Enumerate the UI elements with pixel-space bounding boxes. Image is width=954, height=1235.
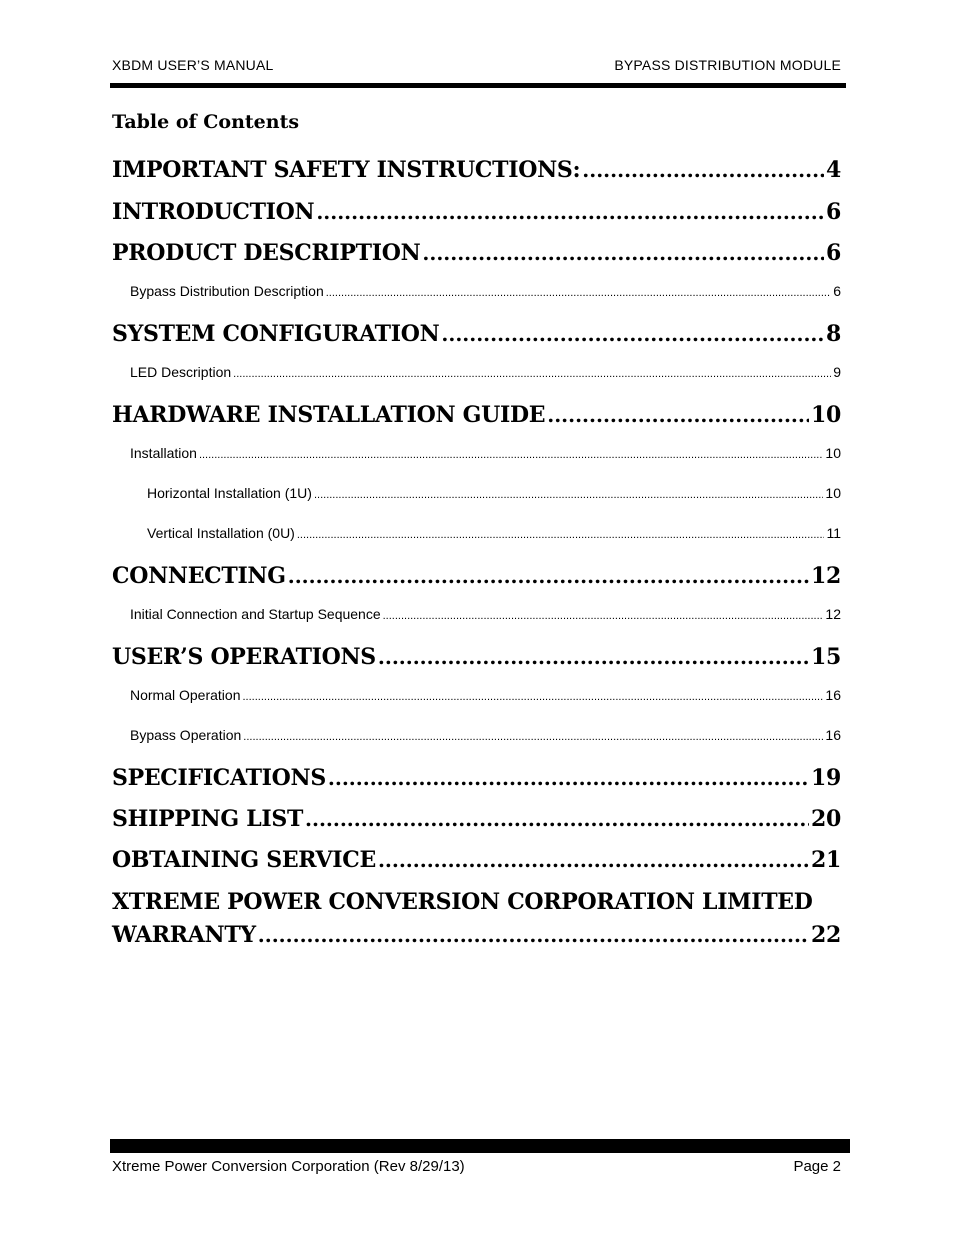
- dot-leader: [297, 529, 825, 541]
- toc-entry-page: 19: [810, 765, 841, 791]
- toc-entry-connecting[interactable]: [112, 563, 841, 589]
- footer-company: Xtreme Power Conversion Corporation (Rev 8/29/13): [112, 1158, 465, 1175]
- toc-entry-page: 12: [810, 563, 841, 589]
- toc-entry-title: SPECIFICATIONS: [112, 765, 326, 791]
- header-rule: [110, 83, 846, 88]
- header-section: BYPASS DISTRIBUTION MODULE: [614, 57, 841, 73]
- toc-entry-title: OBTAINING SERVICE: [112, 847, 376, 873]
- dot-leader: [378, 645, 809, 669]
- toc-entry-introduction[interactable]: [112, 199, 841, 225]
- toc-entry-safety-instructions[interactable]: [112, 157, 841, 183]
- toc-entry-page: 10: [810, 402, 841, 428]
- toc-entry-obtaining-service[interactable]: [112, 847, 841, 873]
- toc-entry-page: 10: [825, 485, 841, 501]
- toc-entry-product-description[interactable]: [112, 240, 841, 266]
- toc-entry-limited-warranty[interactable]: [112, 922, 841, 948]
- dot-leader: [378, 848, 809, 872]
- toc-entry-normal-operation[interactable]: [130, 687, 841, 703]
- toc-entry-page: 11: [826, 525, 841, 541]
- toc-entry-title: LED Description: [130, 364, 232, 380]
- toc-entry-title: Vertical Installation (0U): [147, 525, 295, 541]
- toc-entry-limited-warranty-line1[interactable]: XTREME POWER CONVERSION CORPORATION LIMITED: [112, 889, 813, 915]
- dot-leader: [199, 449, 823, 461]
- toc-entry-title: PRODUCT DESCRIPTION: [112, 240, 421, 266]
- toc-entry-page: 16: [825, 727, 841, 743]
- toc-entry-page: 12: [825, 606, 841, 622]
- toc-entry-led-description[interactable]: [130, 364, 841, 380]
- toc-heading: Table of Contents: [112, 111, 300, 133]
- footer-rule: [110, 1139, 850, 1153]
- toc-entry-title: Horizontal Installation (1U): [147, 485, 312, 501]
- toc-entry-initial-connection[interactable]: [130, 606, 841, 622]
- dot-leader: [328, 766, 809, 790]
- dot-leader: [422, 241, 824, 265]
- toc-entry-page: 6: [833, 283, 841, 299]
- toc-entry-page: 8: [825, 321, 841, 347]
- toc-entry-title: Installation: [130, 445, 197, 461]
- toc-entry-horizontal-installation[interactable]: [147, 485, 841, 501]
- toc-entry-users-operations[interactable]: [112, 644, 841, 670]
- dot-leader: [233, 368, 831, 380]
- toc-entry-title: SYSTEM CONFIGURATION: [112, 321, 440, 347]
- toc-entry-bypass-operation[interactable]: [130, 727, 841, 743]
- page-number: Page 2: [793, 1158, 841, 1175]
- dot-leader: [582, 158, 824, 182]
- toc-entry-title: INTRODUCTION: [112, 199, 315, 225]
- dot-leader: [316, 200, 824, 224]
- dot-leader: [547, 403, 809, 427]
- toc-entry-title: USER’S OPERATIONS: [112, 644, 376, 670]
- toc-entry-page: 10: [825, 445, 841, 461]
- toc-entry-specifications[interactable]: [112, 765, 841, 791]
- dot-leader: [383, 610, 824, 622]
- toc-entry-page: 15: [810, 644, 841, 670]
- toc-entry-title: WARRANTY: [112, 922, 256, 948]
- toc-entry-page: 20: [810, 806, 841, 832]
- toc-entry-system-configuration[interactable]: [112, 321, 841, 347]
- toc-entry-bypass-distribution-description[interactable]: [130, 283, 841, 299]
- toc-entry-vertical-installation[interactable]: [147, 525, 841, 541]
- toc-entry-title: CONNECTING: [112, 563, 286, 589]
- toc-entry-page: 4: [825, 157, 841, 183]
- dot-leader: [258, 923, 809, 947]
- toc-entry-page: 6: [825, 199, 841, 225]
- toc-entry-hardware-installation-guide[interactable]: [112, 402, 841, 428]
- dot-leader: [288, 564, 809, 588]
- toc-entry-page: 22: [810, 922, 841, 948]
- toc-entry-page: 21: [810, 847, 841, 873]
- toc-entry-title: SHIPPING LIST: [112, 806, 304, 832]
- dot-leader: [441, 322, 824, 346]
- toc-entry-title: Initial Connection and Startup Sequence: [130, 606, 381, 622]
- toc-entry-title: Normal Operation: [130, 687, 241, 703]
- dot-leader: [243, 731, 823, 743]
- toc-entry-title: IMPORTANT SAFETY INSTRUCTIONS:: [112, 157, 581, 183]
- toc-entry-page: 16: [825, 687, 841, 703]
- dot-leader: [305, 807, 809, 831]
- dot-leader: [326, 287, 831, 299]
- toc-entry-title: Bypass Distribution Description: [130, 283, 324, 299]
- toc-entry-page: 6: [825, 240, 841, 266]
- toc-entry-title: HARDWARE INSTALLATION GUIDE: [112, 402, 546, 428]
- toc-entry-title: Bypass Operation: [130, 727, 242, 743]
- header-title: XBDM USER’S MANUAL: [112, 57, 274, 73]
- dot-leader: [314, 489, 823, 501]
- dot-leader: [243, 691, 824, 703]
- toc-entry-shipping-list[interactable]: [112, 806, 841, 832]
- toc-entry-page: 9: [833, 364, 841, 380]
- toc-entry-installation[interactable]: [130, 445, 841, 461]
